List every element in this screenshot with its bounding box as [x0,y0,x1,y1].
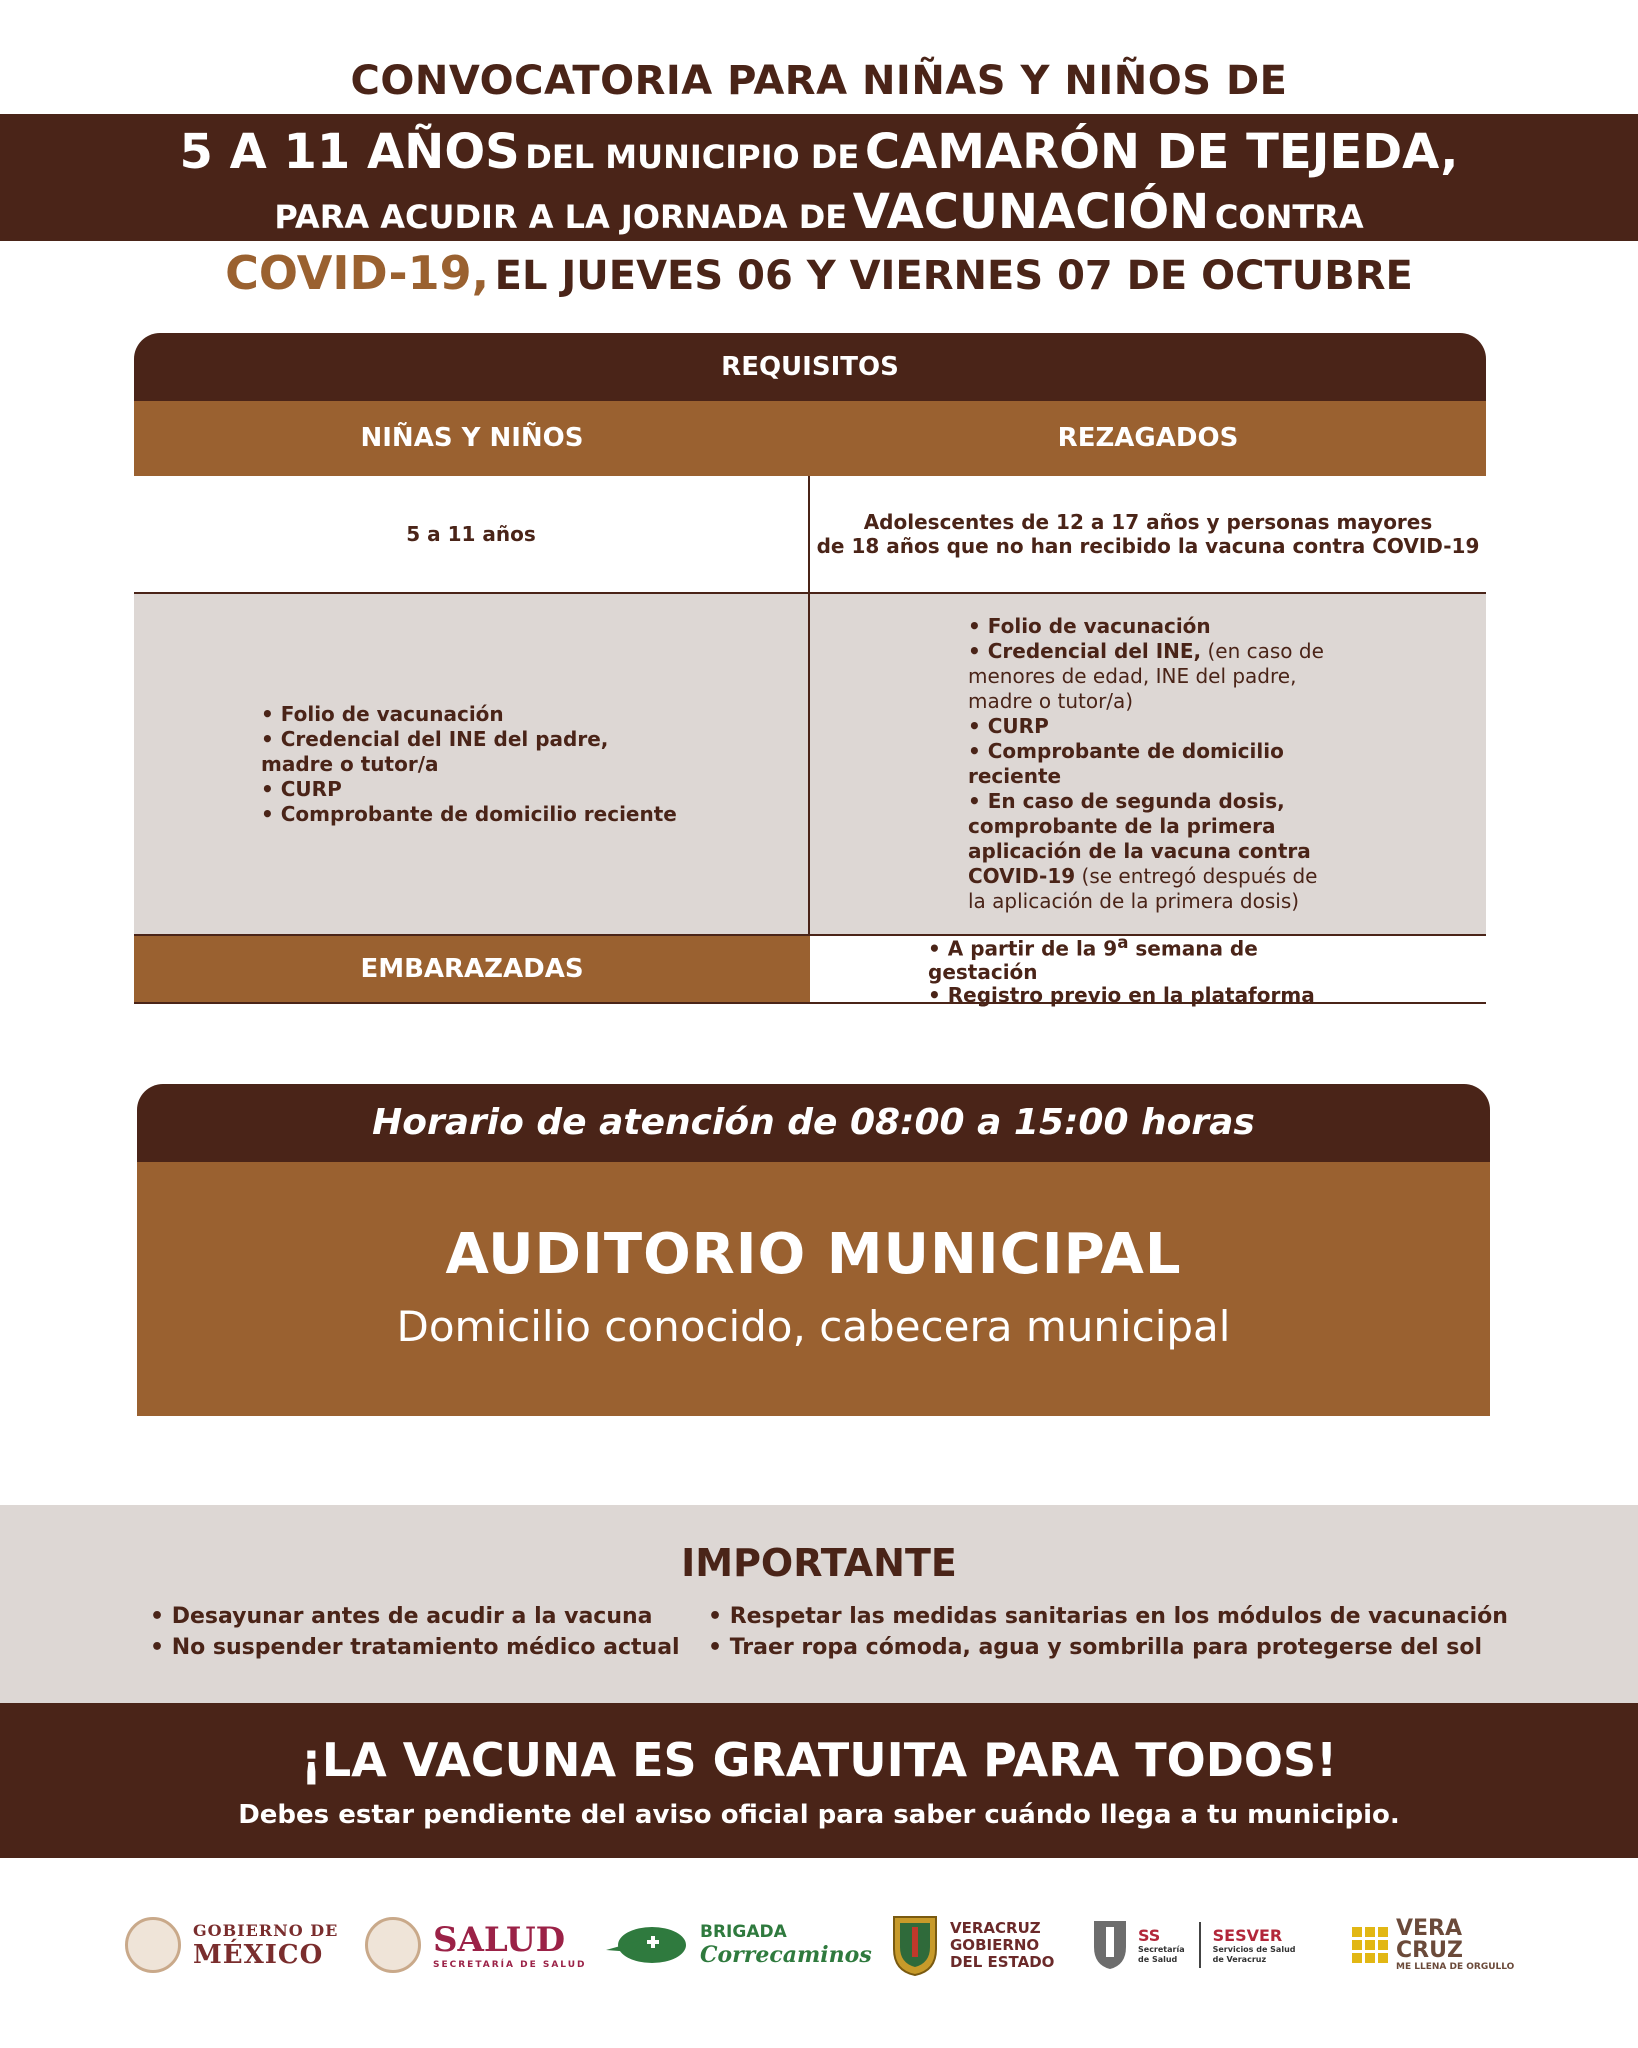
list-item: • Traer ropa cómoda, agua y sombrilla para protegerse del sol [708,1635,1482,1660]
age-row [134,476,1486,594]
age-laggards [810,476,1486,592]
schedule-hours: Horario de atención de 08:00 a 15:00 horas [137,1084,1490,1162]
title-municipality: CAMARÓN DE TEJEDA, [864,124,1459,180]
title-event-pre: PARA ACUDIR A LA JORNADA DE [274,198,848,236]
requirements-table [134,333,1486,1007]
title-vaccination: VACUNACIÓN [852,184,1210,240]
list-item: • Registro previo en la plataforma [928,982,1315,1007]
pregnant-requirements [810,933,1486,1007]
pregnant-row [134,933,1486,1007]
title-event-post: CONTRA [1214,198,1364,236]
pregnant-req-1-post: semana de gestación [928,936,1258,984]
logo-veracruz-line-2: GOBIERNO [950,1936,1040,1954]
logo-gob-line-2: MÉXICO [193,1939,324,1970]
list-item: • No suspender tratamiento médico actual [150,1635,680,1660]
list-item: comprobante de la primera [968,814,1276,838]
logo-vc-line-2: CRUZ [1396,1938,1463,1963]
list-item: • Comprobante de domicilio reciente [261,801,677,826]
list-item: • Comprobante de domicilio [968,739,1284,763]
title-band-row-2 [0,184,1638,240]
flower-pattern-icon [1350,1925,1390,1965]
list-item: madre o tutor/a [261,751,439,776]
documents-children [134,594,810,934]
venue-panel [137,1162,1490,1416]
age-laggards-line-2: de 18 años que no han recibido la vacuna contra COVID-19 [816,534,1480,558]
list-item: menores de edad, INE del padre, [968,664,1297,688]
list-item: • CURP [261,776,342,801]
logo-veracruz-gobierno [890,1905,1054,1985]
column-header-children: NIÑAS Y NIÑOS [360,423,584,453]
important-list-left [150,1601,680,1663]
age-laggards-line-1: Adolescentes de 12 a 17 años y personas mayores [863,510,1433,534]
title-line-1: CONVOCATORIA PARA NIÑAS Y NIÑOS DE [350,58,1288,104]
requirements-subheader [134,401,1486,476]
logo-sesver-line-2: Servicios de Salud [1212,1944,1296,1954]
free-vaccine-subtitle: Debes estar pendiente del aviso oficial para saber cuándo llega a tu municipio. [238,1800,1400,1830]
logo-brigada-line-1: BRIGADA [700,1922,787,1942]
logo-veracruz-line-3: DEL ESTADO [950,1953,1055,1971]
pregnant-label [134,936,810,1002]
title-covid: COVID-19, [225,246,490,300]
logo-salud-line-1: SALUD [433,1920,566,1960]
venue-name: AUDITORIO MUNICIPAL [445,1222,1182,1287]
list-item-bold: COVID-19 [968,864,1076,888]
documents-laggards [810,594,1486,934]
list-item: madre o tutor/a) [968,689,1134,713]
logo-veracruz-line-1: VERACRUZ [950,1919,1041,1937]
logo-sesver-line-1: SESVER [1212,1925,1283,1945]
list-item [928,931,1368,984]
logo-ss-line-2: Secretaría [1138,1944,1185,1954]
column-header-laggards: REZAGADOS [1057,423,1239,453]
documents-row [134,594,1486,936]
list-item-bold: • Credencial del INE, [968,639,1202,663]
pregnant-label-text: EMBARAZADAS [360,954,584,984]
list-item: • CURP [968,714,1049,738]
logo-ss-sesver [1090,1905,1296,1985]
list-item: la aplicación de la primera dosis) [968,889,1300,913]
logo-gobierno-mexico [125,1905,338,1985]
veracruz-shield-icon [890,1913,940,1977]
logo-sesver-line-3: de Veracruz [1212,1954,1267,1964]
logo-ss-line-3: de Salud [1138,1954,1178,1964]
list-item: • Credencial del INE del padre, [261,726,609,751]
requirements-title: REQUISITOS [134,333,1486,401]
pregnant-req-1-pre: • A partir de la 9 [928,936,1118,961]
age-children-text: 5 a 11 años [406,522,536,546]
title-band [0,114,1638,241]
title-band-row-1 [0,124,1638,180]
pregnant-req-1-sup: a [1117,933,1129,953]
logo-brigada-line-2: Correcaminos [700,1942,872,1968]
free-vaccine-band [0,1703,1638,1858]
eagle-seal-icon [125,1917,181,1973]
list-item-note: (en caso de [1201,639,1324,663]
roadrunner-icon [602,1920,692,1970]
list-item: reciente [968,764,1062,788]
state-shield-icon [1090,1917,1130,1973]
list-item [968,864,1328,889]
logo-gob-line-1: GOBIERNO DE [193,1920,339,1940]
list-item: • En caso de segunda dosis, [968,789,1285,813]
list-item: • Respetar las medidas sanitarias en los módulos de vacunación [708,1604,1508,1629]
venue-address: Domicilio conocido, cabecera municipal [396,1302,1231,1351]
title-age: 5 A 11 AÑOS [179,124,520,180]
logo-divider [1199,1922,1201,1968]
logo-ss-line-1: SS [1138,1925,1161,1945]
eagle-seal-icon [365,1917,421,1973]
list-item: • Folio de vacunación [261,701,504,726]
title-line-3 [0,246,1638,300]
title-dates: EL JUEVES 06 Y VIERNES 07 DE OCTUBRE [494,253,1413,299]
age-children [134,476,810,592]
logo-strip [0,1905,1638,1985]
important-title: IMPORTANTE [681,1541,957,1585]
logo-vc-line-1: VERA [1396,1916,1463,1941]
logo-vc-line-3: ME LLENA DE ORGULLO [1396,1962,1515,1972]
list-item [968,639,1328,664]
title-municipality-label: DEL MUNICIPIO DE [525,138,860,176]
important-section [0,1505,1638,1703]
important-list-right [708,1601,1508,1663]
list-item: • Folio de vacunación [968,614,1211,638]
list-item: • Desayunar antes de acudir a la vacuna [150,1604,653,1629]
logo-salud [365,1905,587,1985]
free-vaccine-title: ¡LA VACUNA ES GRATUITA PARA TODOS! [300,1733,1338,1787]
logo-veracruz-orgullo [1350,1905,1514,1985]
list-item: aplicación de la vacuna contra [968,839,1311,863]
list-item-note: (se entregó después de [1075,864,1318,888]
logo-salud-line-2: SECRETARÍA DE SALUD [433,1960,587,1970]
logo-brigada-correcaminos [602,1905,872,1985]
